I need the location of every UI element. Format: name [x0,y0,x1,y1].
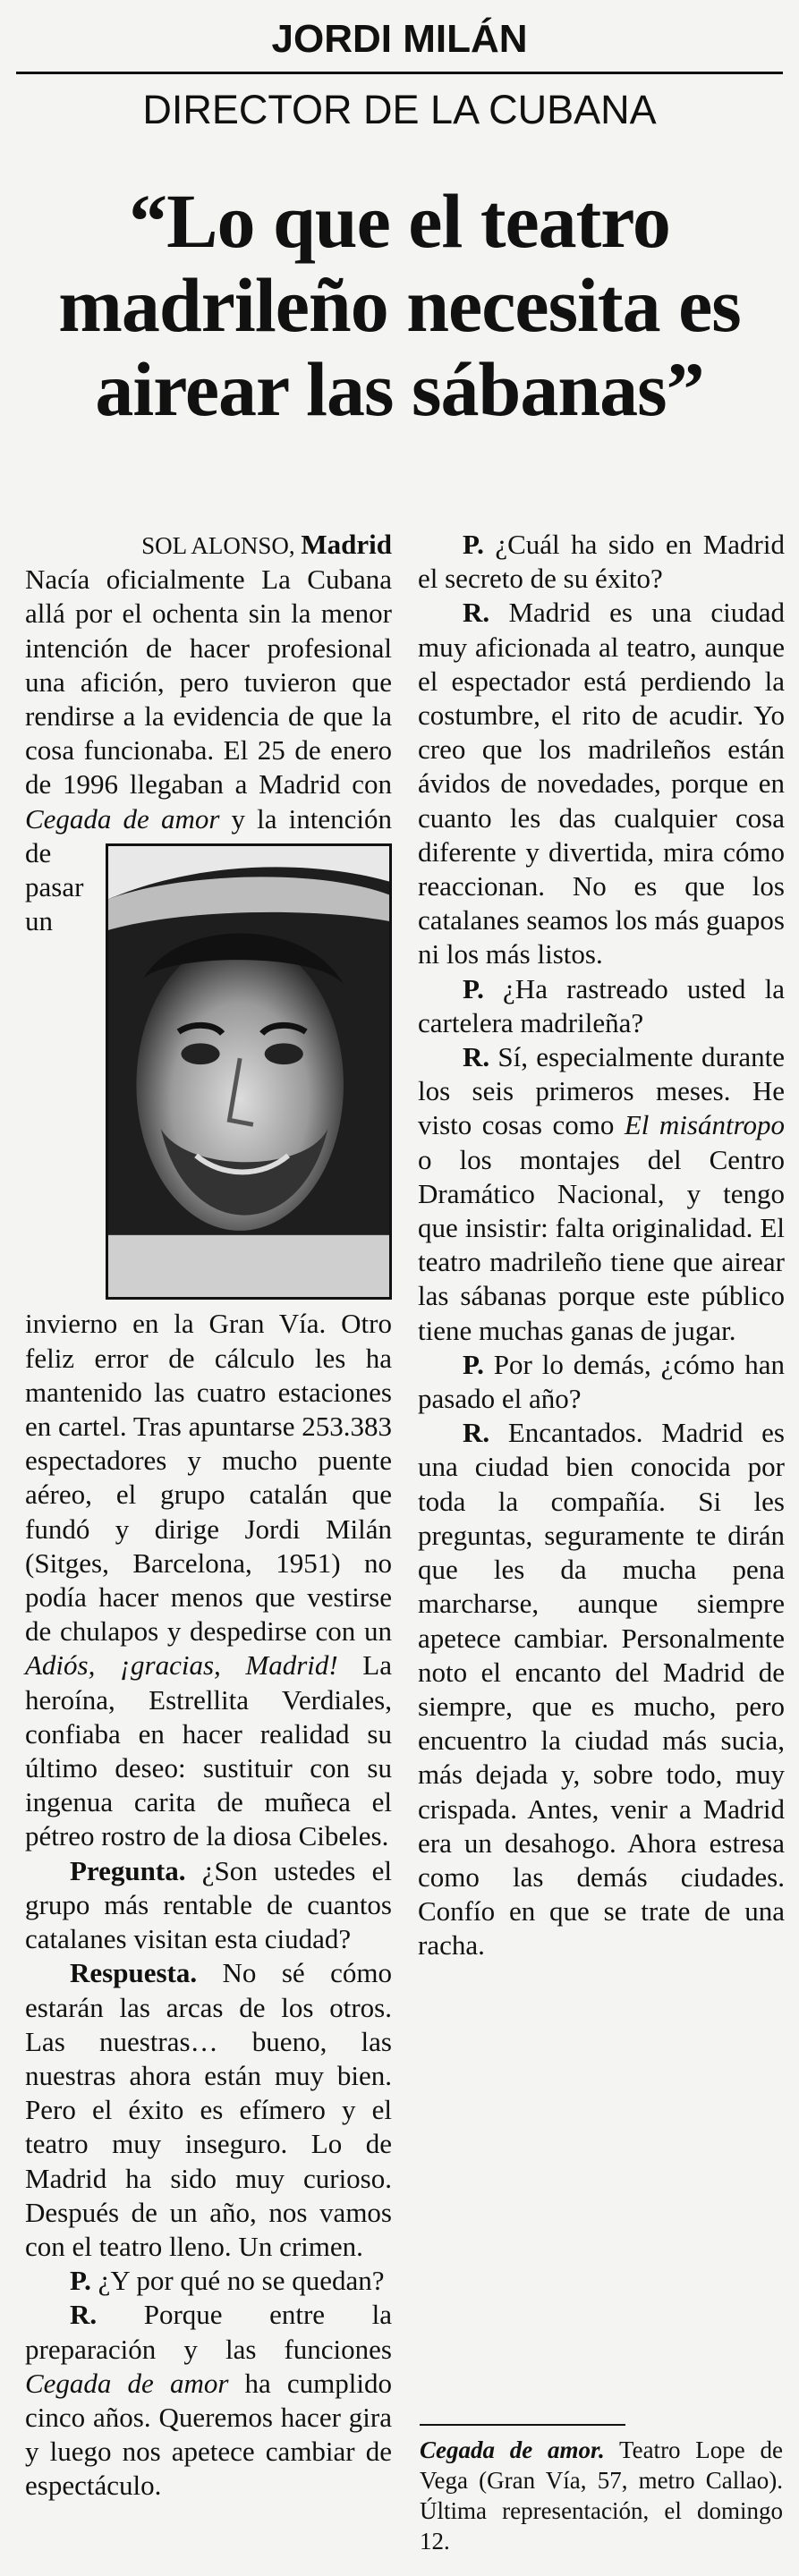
intro-farewell: Adiós, ¡gracias, Madrid! [25,1649,338,1682]
portrait-photo-icon [108,846,389,1297]
answer-text: Encantados. Madrid es una ciudad bien conocida por toda la compañía. Si les preguntas, seguramente te dirán que les da mucha pena marcharse, aunque siempre apetece cambiar. Personalmente noto el encanto del Madrid de siempre, que es mucho, pero encuentro la ciudad más sucia, más dejada y, sobre todo, muy crispada. Antes, venir a Madrid era un desahogo. Ahora estresa como las demás ciudades. Confío en que se trate de una racha. [418,1417,785,1962]
intro-text-1: Nacía oficialmente La Cubana allá por el ochenta sin la menor intención de hacer profesional una afición, pero tuvieron que rendirse a la evidencia de que la cosa funcionaba. El 25 de enero de 1996 llegaban a Madrid con [25,564,392,801]
footer-rule [420,2424,625,2426]
byline-place: Madrid [301,529,392,560]
answer-label: R. [463,597,490,629]
question-label: P. [463,1348,484,1380]
answer-5 [418,1416,785,1962]
question-text: ¿Y por qué no se quedan? [90,2265,385,2297]
answer-label: R. [70,2299,98,2331]
answer-text: Porque entre la preparación y las funciones [25,2299,392,2365]
answer-text: Sí, especialmente durante los seis primeros meses. He visto cosas como [418,1041,785,1141]
intro-title: Cegada de amor [25,802,220,835]
answer-text: No sé cómo estarán las arcas de los otros. Las nuestras… bueno, las nuestras ahora están muy bien. Pero el éxito es efímero y el teatro muy inseguro. Lo de Madrid ha sido muy curioso. Después de un año, nos vamos con el teatro lleno. Un crimen. [25,1957,392,2262]
answer-label: Respuesta. [70,1957,198,1989]
answer-4 [418,1040,785,1348]
answer-text: o los montajes del Centro Dramático Nacional, y tengo que insistir: falta originalidad. El teatro madrileño tiene que airear las sábanas porque este público tiene muchas ganas de jugar. [418,1143,785,1346]
answer-1 [25,1956,392,2264]
portrait-photo [106,843,392,1300]
byline [25,528,392,563]
question-5 [418,1348,785,1416]
answer-2 [25,2298,392,2503]
header-rule [16,72,783,74]
left-column [25,528,392,2504]
answer-label: R. [463,1041,490,1073]
right-column [418,528,785,1963]
headline: “Lo que el teatro madrileño necesita es airear las sábanas” [58,178,741,432]
question-1 [25,1854,392,1957]
answer-title: El misántropo [624,1109,785,1141]
question-text: ¿Ha rastreado usted la cartelera madrileña? [418,972,785,1038]
intro-text-2: y la intención de pasar un invierno en la Gran Vía. Otro feliz error de cálculo les ha mantenido las cuatro estaciones en cartel. Tras apuntarse 253.383 espectadores y mucho puente aéreo, el grupo catalán que fundó y dirige Jordi Milán (Sitges, Barcelona, 1951) no podía hacer menos que vestirse de chulapos y despedirse con un [25,802,392,1648]
answer-text: Madrid es una ciudad muy aficionada al teatro, aunque el espectador está perdiendo la costumbre, el rito de acudir. Yo creo que los madrileños están ávidos de novedades, porque en cuanto les das cualquier cosa diferente y divertida, mira cómo reaccionan. No es que los catalanes seamos los más guapos ni los más listos. [418,597,785,970]
question-2 [25,2264,392,2298]
answer-text: ha cumplido cinco años. Queremos hacer gira y luego nos apetece cambiar de espectáculo. [25,2367,392,2502]
interviewee-role: DIRECTOR DE LA CUBANA [142,87,657,132]
question-label: P. [463,972,484,1004]
question-label: Pregunta. [70,1854,186,1886]
footer-show-title: Cegada de amor. [420,2436,605,2463]
byline-author: SOL ALONSO, [141,532,295,559]
question-3 [418,528,785,596]
question-label: P. [70,2265,91,2297]
answer-3 [418,596,785,971]
answer-title: Cegada de amor [25,2367,229,2399]
intro-paragraph [25,563,392,1853]
question-text: ¿Cuál ha sido en Madrid el secreto de su éxito? [418,529,785,595]
show-info-footer [420,2435,783,2556]
question-text: ¿Son ustedes el grupo más rentable de cuantos catalanes visitan esta ciudad? [25,1854,392,1955]
interviewee-name: JORDI MILÁN [271,17,528,61]
intro-text-3: La heroína, Estrellita Verdiales, confiaba en hacer realidad su último deseo: sustituir con su ingenua carita de muñeca el pétreo rostro de la diosa Cibeles. [25,1649,392,1852]
question-text: Por lo demás, ¿cómo han pasado el año? [418,1348,785,1415]
question-4 [418,972,785,1040]
answer-label: R. [463,1417,490,1449]
question-label: P. [463,529,484,560]
footer-text: Teatro Lope de Vega (Gran Vía, 57, metro Callao). Última representación, el domingo 12. [420,2436,783,2555]
